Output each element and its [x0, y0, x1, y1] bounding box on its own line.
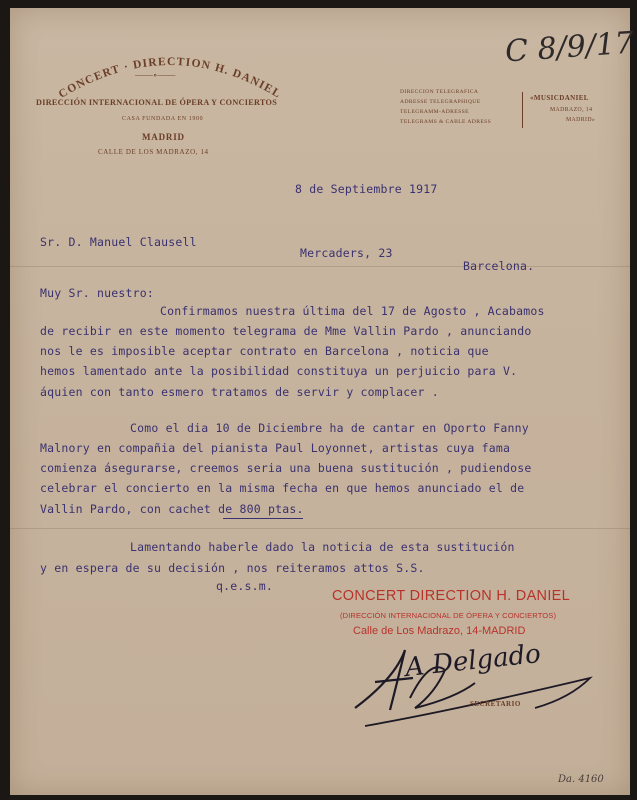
- telegraph-label: ADRESSE TELEGRAPHIQUE: [400, 99, 481, 105]
- handwritten-reference: C 8/9/17: [503, 25, 636, 70]
- letterhead-street: CALLE DE LOS MADRAZO, 14: [98, 148, 209, 156]
- amount-underline: [223, 518, 303, 519]
- stamp-line1: CONCERT DIRECTION H. DANIEL: [332, 588, 570, 604]
- telegraph-labels: [400, 87, 491, 127]
- telegraph-label: TELEGRAMS & CABLE ADRESS: [400, 119, 492, 125]
- letter-sheet: [10, 8, 636, 795]
- stamp-line3: Calle de Los Madrazo, 14-MADRID: [353, 625, 526, 637]
- letterhead-arc-title: [50, 34, 290, 104]
- letterhead-line1: DIRECCIÓN INTERNACIONAL DE ÓPERA Y CONCIERTOS: [36, 98, 278, 107]
- telegraph-addr1: MADRAZO, 14: [550, 107, 593, 113]
- body-line: Como el dia 10 de Diciembre ha de cantar en Oporto Fanny: [130, 421, 529, 435]
- recipient-name: Sr. D. Manuel Clausell: [40, 235, 197, 249]
- letterhead-founded: CASA FUNDADA EN 1900: [122, 116, 204, 122]
- fold-line: [10, 528, 630, 529]
- letterhead-ornament: ——∘——: [135, 70, 176, 80]
- body-line: nos le es imposible aceptar contrato en Barcelona , noticia que: [40, 344, 489, 358]
- svg-text:CONCERT · DIRECTION H. DANIEL: CONCERT · DIRECTION H. DANIEL: [56, 55, 284, 101]
- salutation: Muy Sr. nuestro:: [40, 286, 154, 300]
- body-line: áquien con tanto esmero tratamos de servir y complacer .: [40, 385, 439, 399]
- signature-title: SECRETARIO: [470, 700, 521, 708]
- letter-date: 8 de Septiembre 1917: [295, 182, 438, 196]
- letterhead-city: MADRID: [142, 132, 185, 142]
- body-line: y en espera de su decisión , nos reiteramos attos S.S.: [40, 561, 425, 575]
- telegraph-label: TELEGRAMM-ADRESSE: [400, 109, 469, 115]
- body-line: Vallin Pardo, con cachet de 800 ptas.: [40, 502, 304, 516]
- stamp-line2: (DIRECCIÓN INTERNACIONAL DE ÓPERA Y CONCIERTOS): [340, 611, 557, 620]
- body-line: celebrar el concierto en la misma fecha en que hemos anunciado el de: [40, 481, 525, 495]
- archive-mark: Da. 4160: [558, 774, 604, 785]
- body-line: de recibir en este momento telegrama de Mme Vallin Pardo , anunciando: [40, 324, 532, 338]
- signature: A Delgado: [403, 638, 543, 684]
- recipient-street: Mercaders, 23: [300, 246, 393, 260]
- telegraph-code: «MUSICDANIEL: [530, 94, 589, 102]
- recipient-city: Barcelona.: [463, 259, 535, 273]
- telegraph-brace: [522, 92, 525, 128]
- body-line: comienza ásegurarse, creemos seria una buena sustitución , pudiendose: [40, 461, 532, 475]
- body-line: Malnory en compañia del pianista Paul Loyonnet, artistas cuya fama: [40, 441, 511, 455]
- closing: q.e.s.m.: [216, 579, 273, 593]
- body-line: hemos lamentado ante la posibilidad constituya un perjuicio para V.: [40, 364, 518, 378]
- telegraph-addr2: MADRID»: [566, 117, 596, 123]
- body-line: Lamentando haberle dado la noticia de esta sustitución: [130, 540, 515, 554]
- fold-line: [10, 266, 630, 267]
- body-line: Confirmamos nuestra última del 17 de Agosto , Acabamos: [160, 304, 545, 318]
- telegraph-label: DIRECCION TELEGRAFICA: [400, 89, 479, 95]
